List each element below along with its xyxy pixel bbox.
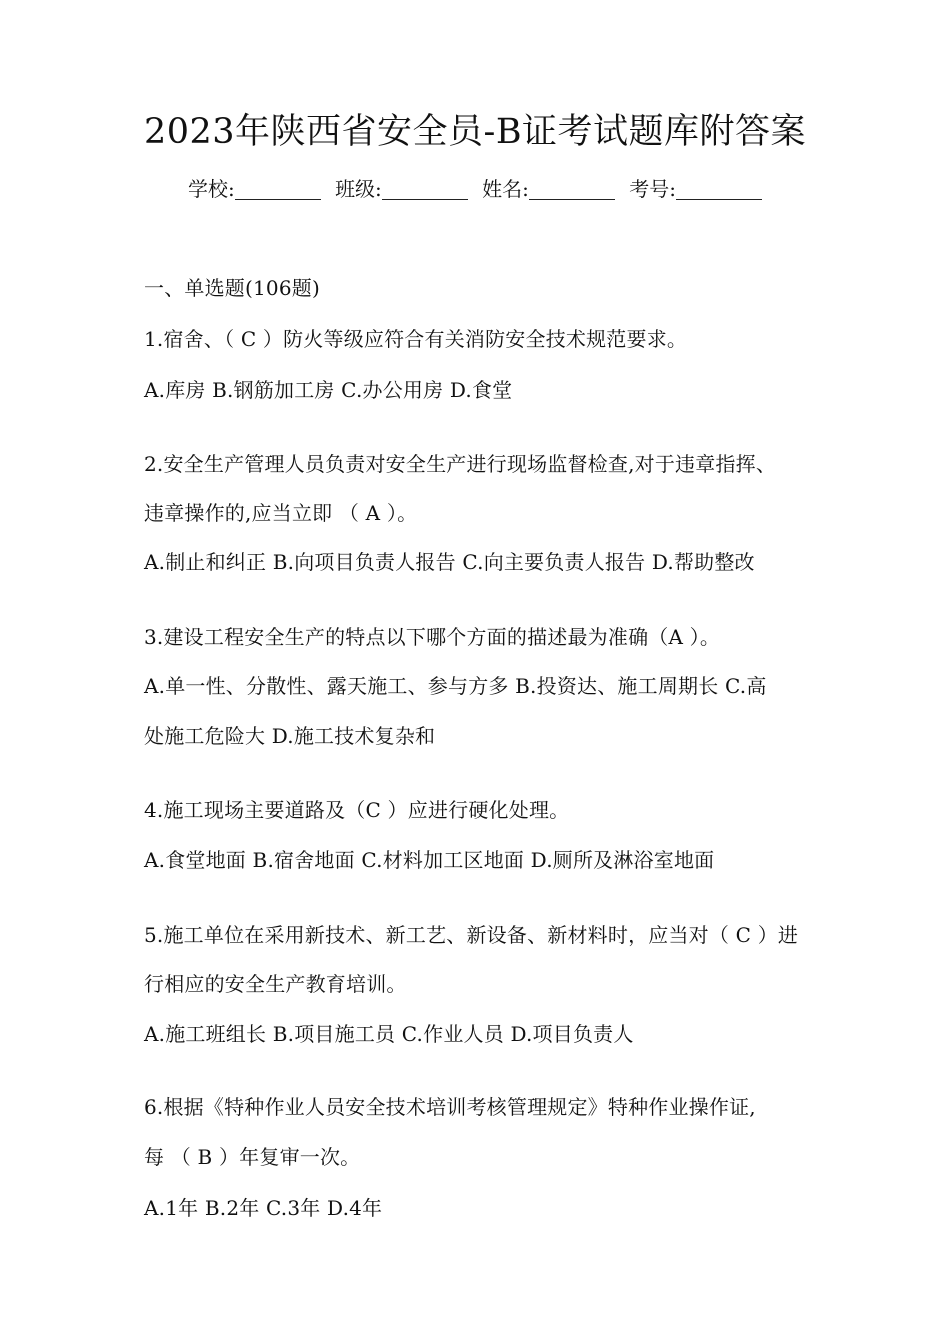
- question-4-options: A.食堂地面 B.宿舍地面 C.材料加工区地面 D.厕所及淋浴室地面: [144, 848, 715, 872]
- info-label: 姓名:: [482, 177, 529, 201]
- blank-underline: [235, 198, 321, 200]
- question-6-stem: 6.根据《特种作业人员安全技术培训考核管理规定》特种作业操作证,: [144, 1095, 756, 1119]
- student-info-line: [0, 173, 950, 202]
- info-label: 学校:: [187, 177, 235, 201]
- info-label: 考号:: [629, 177, 677, 201]
- question-3-options: A.单一性、分散性、露天施工、参与方多 B.投资达、施工周期长 C.高: [144, 674, 767, 698]
- question-4-stem: 4.施工现场主要道路及（C ）应进行硬化处理。: [144, 798, 570, 822]
- question-6-options: A.1年 B.2年 C.3年 D.4年: [144, 1196, 383, 1220]
- question-1-options: A.库房 B.钢筋加工房 C.办公用房 D.食堂: [144, 378, 513, 402]
- question-2-stem-cont: 违章操作的,应当立即 （ A ）。: [144, 501, 418, 525]
- question-5-stem: 5.施工单位在采用新技术、新工艺、新设备、新材料时，应当对（ C ）进: [144, 923, 799, 947]
- info-field-name: [482, 177, 615, 201]
- blank-underline: [529, 198, 615, 200]
- info-label: 班级:: [335, 177, 382, 201]
- info-field-school: [188, 177, 321, 201]
- blank-underline: [676, 198, 762, 200]
- info-field-exam-number: [629, 177, 762, 201]
- blank-underline: [382, 198, 468, 200]
- question-5-stem-cont: 行相应的安全生产教育培训。: [144, 972, 407, 996]
- info-field-class: [335, 177, 468, 201]
- question-1-stem: 1.宿舍、（ C ）防火等级应符合有关消防安全技术规范要求。: [144, 327, 688, 351]
- question-2-stem: 2.安全生产管理人员负责对安全生产进行现场监督检查,对于违章指挥、: [144, 452, 777, 476]
- question-3-stem: 3.建设工程安全生产的特点以下哪个方面的描述最为准确（A ）。: [144, 625, 721, 649]
- question-6-stem-cont: 每 （ B ）年复审一次。: [144, 1145, 361, 1169]
- section-heading: 一、单选题(106题): [144, 276, 320, 300]
- question-2-options: A.制止和纠正 B.向项目负责人报告 C.向主要负责人报告 D.帮助整改: [144, 550, 755, 574]
- question-3-options-cont: 处施工危险大 D.施工技术复杂和: [144, 724, 436, 748]
- question-5-options: A.施工班组长 B.项目施工员 C.作业人员 D.项目负责人: [144, 1022, 634, 1046]
- document-title: 2023年陕西省安全员-B证考试题库附答案: [143, 112, 807, 152]
